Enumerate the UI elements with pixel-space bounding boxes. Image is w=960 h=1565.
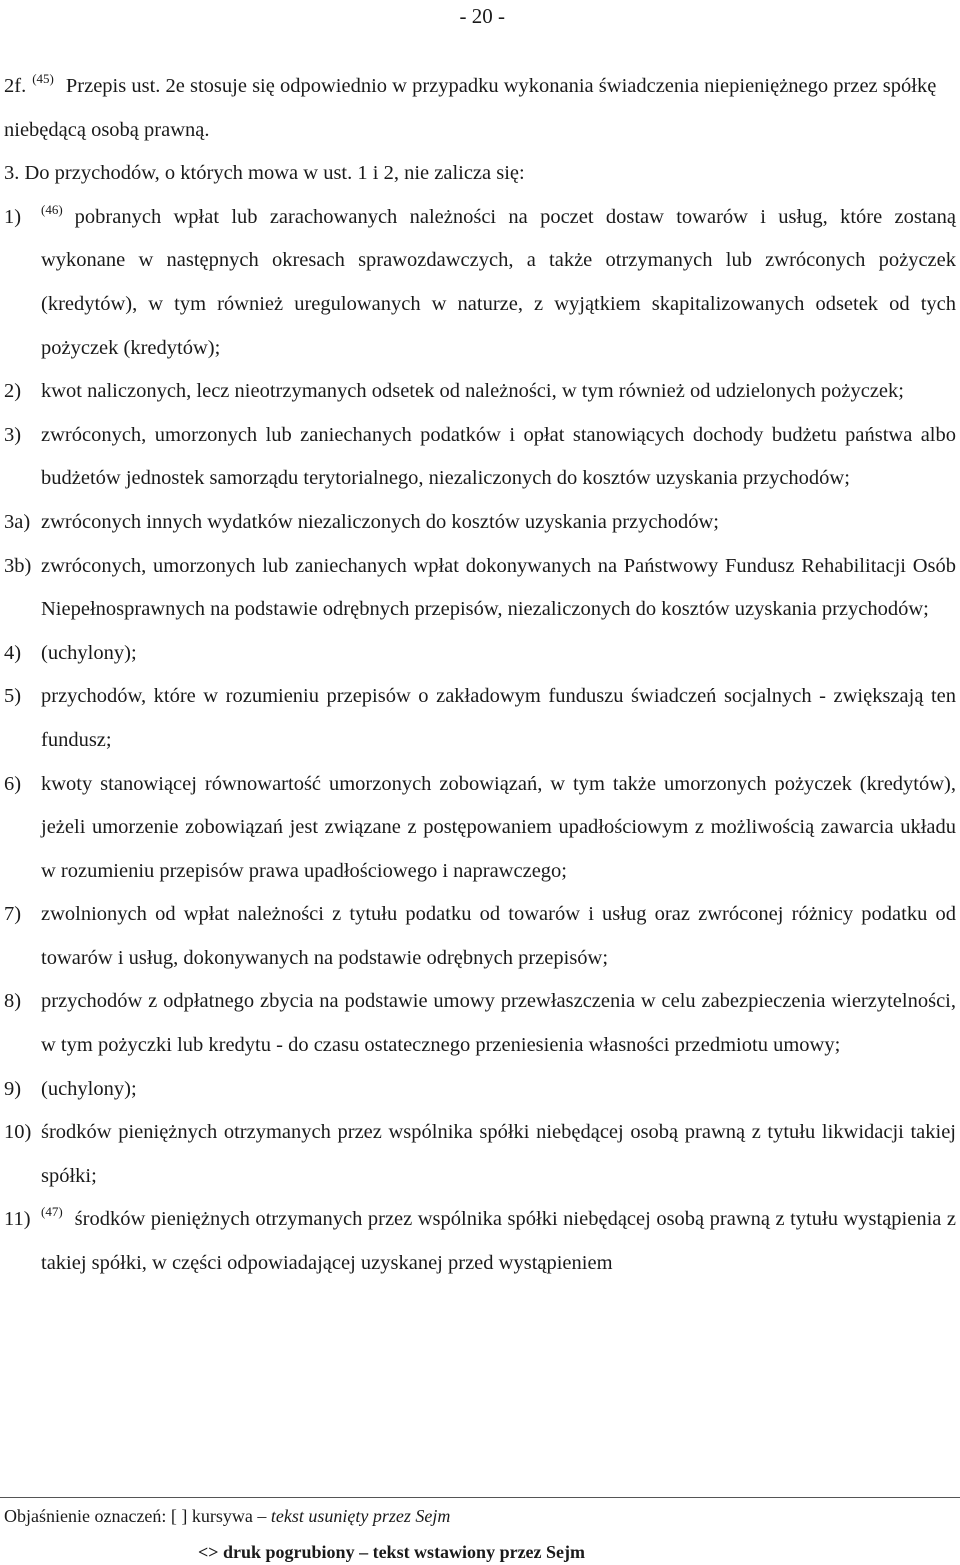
- list-item-text: (uchylony);: [41, 641, 137, 664]
- list-item-number: 4): [4, 641, 22, 664]
- list-item-text: zwróconych, umorzonych lub zaniechanych wpłat dokonywanych na Państwowy Fundusz Rehabilitacji Osób Niepełnosprawnych na podstawie odrębnych przepisów, niezaliczonych do kosztów uzyskania przychodów;: [41, 554, 956, 621]
- list-item-text: przychodów, które w rozumieniu przepisów o zakładowym funduszu świadczeń socjalnych - zwiększają ten fundusz;: [41, 685, 956, 751]
- list-item: [4, 763, 956, 894]
- list-item-text: kwot naliczonych, lecz nieotrzymanych odsetek od należności, w tym również od udzielonych pożyczek;: [41, 380, 904, 403]
- footnote-ref: (47): [41, 1204, 63, 1220]
- legend-italic-desc: tekst usunięty przez Sejm: [270, 1506, 451, 1526]
- page-number: - 20 -: [459, 4, 505, 28]
- list-item-number: 5): [4, 685, 22, 708]
- paragraph-3: 3. Do przychodów, o których mowa w ust. 1 i 2, nie zalicza się:: [4, 162, 525, 185]
- list-item-number: 3a): [4, 510, 31, 533]
- list-item-number: 7): [4, 903, 22, 926]
- list-item-text: (uchylony);: [41, 1077, 137, 1100]
- list-item: [4, 196, 956, 370]
- list-item: [4, 893, 956, 980]
- legend-label: Objaśnienie oznaczeń:: [4, 1506, 167, 1526]
- list-item: [4, 632, 956, 676]
- list-item-number: 8): [4, 990, 22, 1013]
- legend-italic-marker: [ ] kursywa: [170, 1506, 253, 1526]
- list-item-number: 6): [4, 772, 22, 795]
- paragraph-number: 2f.: [4, 75, 27, 97]
- list-item-text: środków pieniężnych otrzymanych przez wspólnika spółki niebędącej osobą prawną z tytułu likwidacji takiej spółki;: [41, 1121, 956, 1187]
- list-item-number: 3): [4, 423, 22, 446]
- list-item-text: pobranych wpłat lub zarachowanych należności na poczet dostaw towarów i usług, które zostaną wykonane w następnych okresach sprawozdawczych, a także otrzymanych lub zwróconych pożyczek (kredytów), w tym również uregulowanych w naturze, z wyjątkiem skapitalizowanych odsetek od tych pożyczek (kredytów);: [41, 205, 956, 359]
- paragraph-2f: [4, 65, 956, 152]
- list-item-number: 1): [4, 205, 22, 228]
- list-item-number: 3b): [4, 554, 32, 577]
- list-item-text: kwoty stanowiącej równowartość umorzonych zobowiązań, w tym także umorzonych pożyczek (kredytów), jeżeli umorzenie zobowiązań jest związane z postępowaniem upadłościowym z możliwością zawarcia układu w rozumieniu przepisów prawa upadłościowego i naprawczego;: [41, 772, 956, 882]
- list-item: [4, 370, 956, 414]
- list-item: [4, 980, 956, 1067]
- list-item-text: przychodów z odpłatnego zbycia na podstawie umowy przewłaszczenia w celu zabezpieczenia wierzytelności, w tym pożyczki lub kredytu - do czasu ostatecznego przeniesienia własności przedmiotu umowy;: [41, 990, 956, 1057]
- list-item: [4, 545, 956, 632]
- footnote-ref: (45): [32, 71, 54, 86]
- legend-line-bold: <> druk pogrubiony – tekst wstawiony przez Sejm: [198, 1542, 586, 1562]
- footnote-ref: (46): [41, 201, 63, 217]
- list-item-number: 11): [4, 1208, 31, 1231]
- list-item-text: zwróconych innych wydatków niezaliczonych do kosztów uzyskania przychodów;: [41, 510, 720, 533]
- legend-italic-dash: –: [257, 1506, 267, 1526]
- list-item: [4, 675, 956, 762]
- document-body: [4, 65, 956, 1286]
- list-item: [4, 414, 956, 501]
- legend-footer: [0, 1497, 960, 1562]
- paragraph-text: Przepis ust. 2e stosuje się odpowiednio w przypadku wykonania świadczenia niepieniężnego przez spółkę niebędącą osobą prawną.: [4, 75, 937, 141]
- list-item-number: 2): [4, 380, 22, 403]
- list-item: [4, 1198, 956, 1285]
- list-item-text: zwróconych, umorzonych lub zaniechanych podatków i opłat stanowiących dochody budżetu państwa albo budżetów jednostek samorządu terytorialnego, niezaliczonych do kosztów uzyskania przychodów;: [41, 423, 956, 490]
- list-item-number: 10): [4, 1121, 32, 1144]
- legend-line-italic: [4, 1504, 450, 1528]
- list-item: [4, 501, 956, 545]
- list-item: [4, 1068, 956, 1112]
- list-item-text: zwolnionych od wpłat należności z tytułu podatku od towarów i usług oraz zwróconej różnicy podatku od towarów i usług, dokonywanych na podstawie odrębnych przepisów;: [41, 903, 956, 969]
- list-item-number: 9): [4, 1077, 22, 1100]
- list-item: [4, 1111, 956, 1198]
- list-item-text: środków pieniężnych otrzymanych przez wspólnika spółki niebędącej osobą prawną z tytułu wystąpienia z takiej spółki, w części odpowiadającej uzyskanej przed wystąpieniem: [41, 1208, 956, 1275]
